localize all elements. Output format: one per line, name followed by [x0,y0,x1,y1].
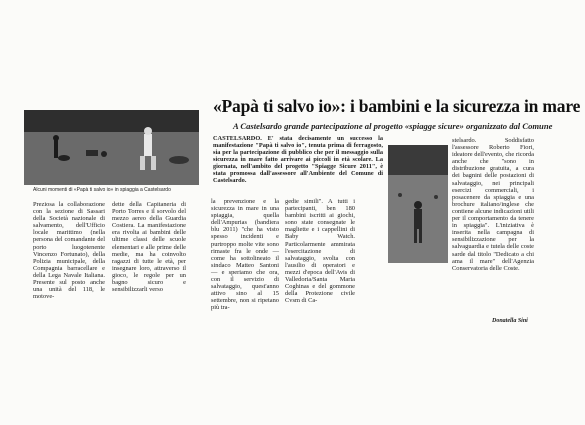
photo-caption: Alcuni momenti di «Papà ti salvo io» in spiaggia a Castelsardo [33,187,171,193]
article-headline: «Papà ti salvo io»: i bambini e la sicurezza in mare [213,96,581,116]
article-column-2: dette della Capitaneria di Porto Torres e il sorvolo del mezzo aereo della Guardia Costiera. La manifestazione era rivolta ai bambini delle ultime classi delle scuole elementari e alle prime delle medie, ma ha coinvolto ragazzi di tutte le età, per insegnare loro, attraverso il gioco, le regole per un bagno sicuro e sensibilizzarli verso [112,201,186,294]
article-column-5: stelsardo. Soddisfatto l'assessore Roberto Fiori, ideatore dell'evento, che ricorda anche che "sono in distribuzione gratuita, a cura dei bagnini delle postazioni di salvataggio, nei principali esercizi commerciali, i posacenere da spiaggia e una brochure italiano/inglese che contiene alcune indicazioni utili per il comportamento da tenere in spiaggia". L'iniziativa è inserita nella campagna di sensibilizzazione per la salvaguardia e tutela delle coste sarde dal titolo "Dedicato a chi ama il mare" dell'Agenzia Conservatoria delle Coste. [452,137,534,272]
article-column-3: la prevenzione e la sicurezza in mare in una spiaggia, quella dell'Ampurias (bandiera blu 2011) "che ha visto spesso incidenti e purtroppo molte vite sono rimaste fra le onde — come ha sottolineato il sindaco Matteo Santoni — e speriamo che ora, con il servizio di salvataggio, quest'anno attivo sino al 15 settembre, non si ripetano più tra- [211,198,279,312]
article-lead-paragraph: CASTELSARDO. E' stata decisamente un successo la manifestazione "Papà ti salvo io", tenuta prima di ferragosto, sia per la partecipazione di pubblico che per il messaggio sulla sicurezza in mare fatto arrivare ai piccoli in età scolare. La giornata, nell'ambito del progetto "Spiagge Sicure 2011", è stata promossa dall'assessore all'Ambiente del Comune di Castelsardo. [213,135,383,184]
article-column-1: Preziosa la collaborazione con la sezione di Sassari della Società nazionale di salvamento, dell'Ufficio locale marittimo (nella persona del comandante del porto luogotenente Vincenzo Fortunato), della Polizia municipale, della Compagnia barracellare e della Lega Navale Italiana. Presente sul posto anche una unità del 118, le motove- [33,201,105,301]
article-column-4: gedie simili". A tutti i partecipanti, ben 180 bambini iscritti ai giochi, sono state consegnate le magliette e i cappellini di Baby Watch. Particolarmente ammirata l'esercitazione di salvataggio, svolta con l'ausilio di operatori e mezzi d'epoca dell'Avis di Valledoria/Santa Maria Coghinas e del gommone della Protezione civile Cvsm di Ca- [285,198,355,305]
children-on-beach-image [388,145,448,263]
article-author: Donatella Sini [492,318,528,324]
beach-photo-large [24,110,199,185]
beach-scene-image [24,110,199,185]
beach-photo-small [388,145,448,263]
article-subheadline: A Castelsardo grande partecipazione al progetto «spiagge sicure» organizzato dal Comune [233,121,553,131]
